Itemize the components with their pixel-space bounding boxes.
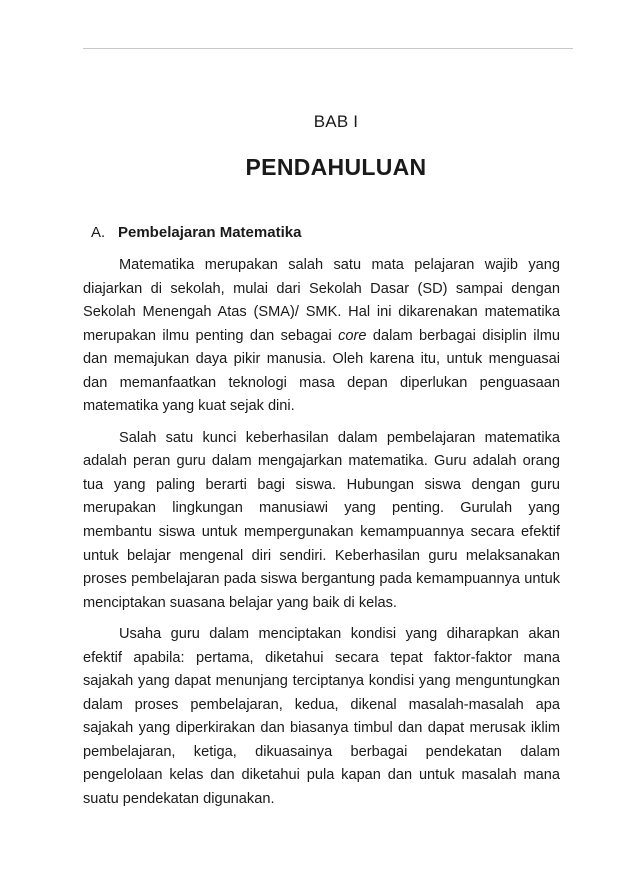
body-text <box>83 254 560 820</box>
paragraph-1 <box>83 254 560 419</box>
chapter-title: PENDAHULUAN <box>245 154 427 180</box>
paragraph-1-text-b: dalam berbagai disiplin ilmu dan memajukan daya pikir manusia. Oleh karena itu, untuk menguasai dan memanfaatkan teknologi masa depan diperlukan penguasaan matematika yang kuat sejak dini. <box>83 327 560 415</box>
paragraph-1-text-a: Matematika merupakan salah satu mata pelajaran wajib yang diajarkan di sekolah, mulai dari Sekolah Dasar (SD) sampai dengan Sekolah Menengah Atas (SMA)/ SMK. Hal ini dikarenakan matematika merupakan ilmu penting dan sebagai <box>83 257 560 344</box>
section-heading <box>91 224 301 241</box>
paragraph-1-emphasis: core <box>338 327 367 344</box>
paragraph-3: Usaha guru dalam menciptakan kondisi yang diharapkan akan efektif apabila: pertama, diketahui secara tepat faktor-faktor mana sajakah yang dapat menunjang terciptanya kondisi yang menguntungkan dalam proses pembelajaran, kedua, dikenal masalah-masalah apa sajakah yang diperkirakan dan biasanya timbul dan dapat merusak iklim pembelajaran, ketiga, dikuasainya berbagai pendekatan dalam pengelolaan kelas dan diketahui pula kapan dan untuk masalah mana suatu pendekatan digunakan. <box>83 626 560 808</box>
header-rule <box>83 48 573 49</box>
paragraph-2: Salah satu kunci keberhasilan dalam pembelajaran matematika adalah peran guru dalam mengajarkan matematika. Guru adalah orang tua yang paling berarti bagi siswa. Hubungan siswa dengan guru merupakan lingkungan manusiawi yang penting. Gurulah yang membantu siswa untuk mempergunakan kemampuannya secara efektif untuk belajar mengenal diri sendiri. Keberhasilan guru melaksanakan proses pembelajaran pada siswa bergantung pada kemampuannya untuk menciptakan suasana belajar yang baik di kelas. <box>83 429 560 611</box>
chapter-label: BAB I <box>313 112 359 131</box>
section-number: A. <box>91 224 106 241</box>
section-title: Pembelajaran Matematika <box>118 224 302 241</box>
